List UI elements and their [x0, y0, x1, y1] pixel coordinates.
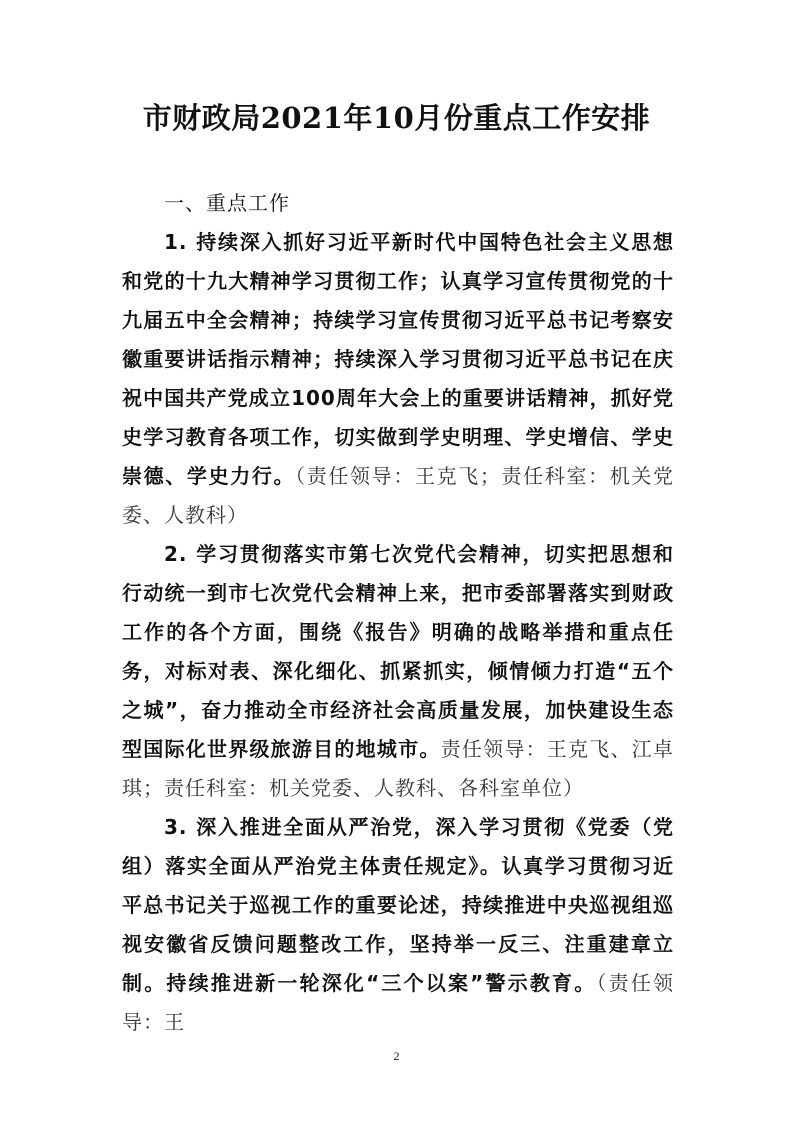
page-number: 2 — [393, 1049, 400, 1063]
section-heading: 一、重点工作 — [164, 191, 290, 215]
work-item-3 — [122, 808, 674, 1042]
work-item-2 — [122, 535, 674, 808]
document-title: 市财政局2021年10月份重点工作安排 — [142, 101, 651, 135]
work-item-3-responsibility: （责任领导：王 — [122, 971, 675, 1034]
work-item-2-responsibility: 责任领导：王克飞、江卓琪；责任科室：机关党委、人教科、各科室单位） — [122, 737, 675, 800]
work-item-1 — [122, 223, 674, 535]
work-item-1-text: 1. 持续深入抓好习近平新时代中国特色社会主义思想和党的十九大精神学习贯彻工作；认真学习宣传贯彻党的十九届五中全会精神；持续学习宣传贯彻习近平总书记考察安徽重要讲话指示精神；持续深入学习贯彻习近平总书记在庆祝中国共产党成立100周年大会上的重要讲话精神，抓好党史学习教育各项工作，切实做到学史明理、学史增信、学史崇德、学史力行。 — [122, 230, 674, 488]
document-body — [122, 184, 674, 1042]
work-item-2-text: 2. 学习贯彻落实市第七次党代会精神，切实把思想和行动统一到市七次党代会精神上来，把市委部署落实到财政工作的各个方面，围绕《报告》明确的战略举措和重点任务，对标对表、深化细化、抓紧抓实，倾情倾力打造“五个之城”，奋力推动全市经济社会高质量发展，加快建设生态型国际化世界级旅游目的地城市。 — [122, 542, 674, 761]
work-item-1-responsibility: （责任领导：王克飞；责任科室：机关党委、人教科） — [122, 464, 675, 527]
work-item-3-text: 3. 深入推进全面从严治党，深入学习贯彻《党委（党组）落实全面从严治党主体责任规定》。认真学习贯彻习近平总书记关于巡视工作的重要论述，持续推进中央巡视组巡视安徽省反馈问题整改工作，坚持举一反三、注重建章立制。持续推进新一轮深化“三个以案”警示教育。 — [122, 815, 674, 995]
